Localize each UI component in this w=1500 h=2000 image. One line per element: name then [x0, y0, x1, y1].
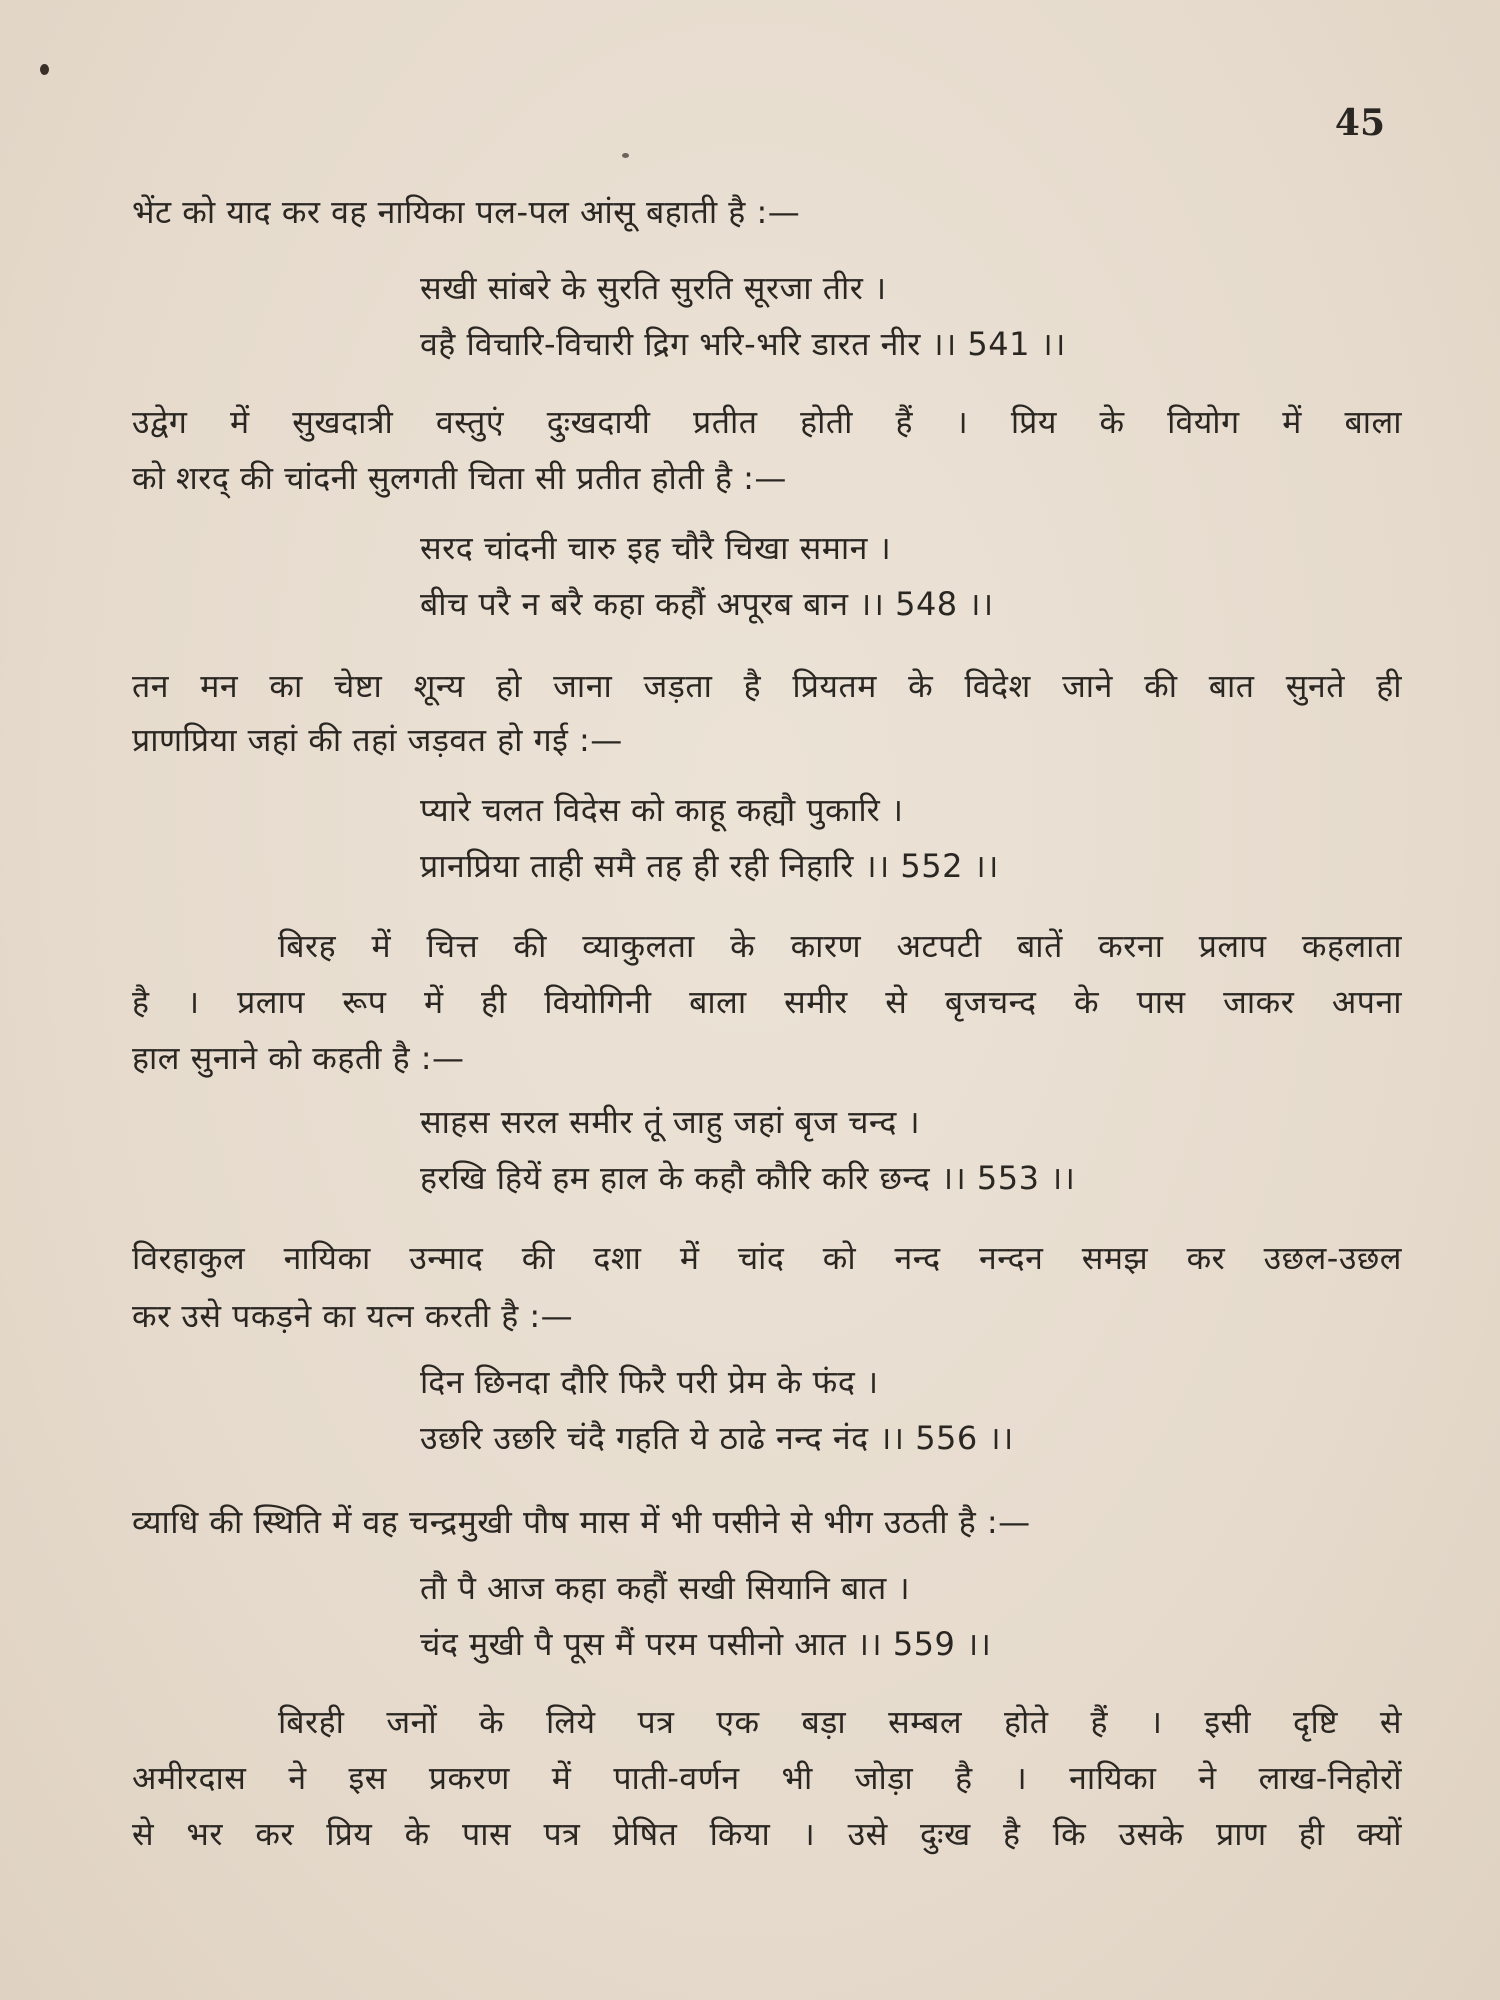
verse-line: उछरि उछरि चंदै गहति ये ठाढे नन्द नंद ।। 556 ।। [420, 1419, 1014, 1457]
verse-line: तौ पै आज कहा कहौं सखी सियानि बात । [420, 1569, 911, 1607]
prose-line: विरहाकुल नायिका उन्माद की दशा में चांद को नन्द नन्दन समझ कर उछल-उछल [132, 1239, 1402, 1277]
ink-speck [40, 64, 49, 75]
prose-line: उद्वेग में सुखदात्री वस्तुएं दुःखदायी प्रतीत होती हैं । प्रिय के वियोग में बाला [132, 403, 1402, 441]
verse-line: दिन छिनदा दौरि फिरै परी प्रेम के फंद । [420, 1363, 879, 1401]
page-number: 45 [1334, 102, 1385, 144]
prose-line: व्याधि की स्थिति में वह चन्द्रमुखी पौष मास में भी पसीने से भीग उठती है :— [132, 1503, 1031, 1541]
verse-line: सखी सांबरे के सुरति सुरति सूरजा तीर । [420, 269, 887, 307]
verse-line: साहस सरल समीर तूं जाहु जहां बृज चन्द । [420, 1103, 921, 1141]
prose-line: से भर कर प्रिय के पास पत्र प्रेषित किया । उसे दुःख है कि उसके प्राण ही क्यों [132, 1815, 1402, 1853]
prose-line: हाल सुनाने को कहती है :— [132, 1039, 465, 1077]
prose-line: प्राणप्रिया जहां की तहां जड़वत हो गई :— [132, 721, 623, 759]
verse-line: चंद मुखी पै पूस मैं परम पसीनो आत ।। 559 ।। [420, 1625, 992, 1663]
prose-line: बिरह में चित्त की व्याकुलता के कारण अटपटी बातें करना प्रलाप कहलाता [278, 927, 1402, 965]
prose-line: अमीरदास ने इस प्रकरण में पाती-वर्णन भी जोड़ा है । नायिका ने लाख-निहोरों [132, 1759, 1402, 1797]
verse-line: प्यारे चलत विदेस को काहू कह्यौ पुकारि । [420, 791, 904, 829]
verse-line: हरखि हियें हम हाल के कहौ कौरि करि छन्द ।। 553 ।। [420, 1159, 1076, 1197]
verse-line: सरद चांदनी चारु इह चौरै चिखा समान । [420, 529, 892, 567]
ink-speck [622, 153, 629, 158]
prose-line: है । प्रलाप रूप में ही वियोगिनी बाला समीर से बृजचन्द के पास जाकर अपना [132, 983, 1402, 1021]
prose-line: बिरही जनों के लिये पत्र एक बड़ा सम्बल होते हैं । इसी दृष्टि से [278, 1703, 1402, 1741]
prose-line: को शरद् की चांदनी सुलगती चिता सी प्रतीत होती है :— [132, 459, 787, 497]
prose-line: कर उसे पकड़ने का यत्न करती है :— [132, 1297, 574, 1335]
verse-line: बीच परै न बरै कहा कहौं अपूरब बान ।। 548 ।। [420, 585, 994, 623]
prose-line: भेंट को याद कर वह नायिका पल-पल आंसू बहाती है :— [132, 193, 801, 231]
verse-line: प्रानप्रिया ताही समै तह ही रही निहारि ।। 552 ।। [420, 847, 999, 885]
verse-line: वहै विचारि-विचारी द्रिग भरि-भरि डारत नीर ।। 541 ।। [420, 325, 1066, 363]
prose-line: तन मन का चेष्टा शून्य हो जाना जड़ता है प्रियतम के विदेश जाने की बात सुनते ही [132, 667, 1402, 705]
